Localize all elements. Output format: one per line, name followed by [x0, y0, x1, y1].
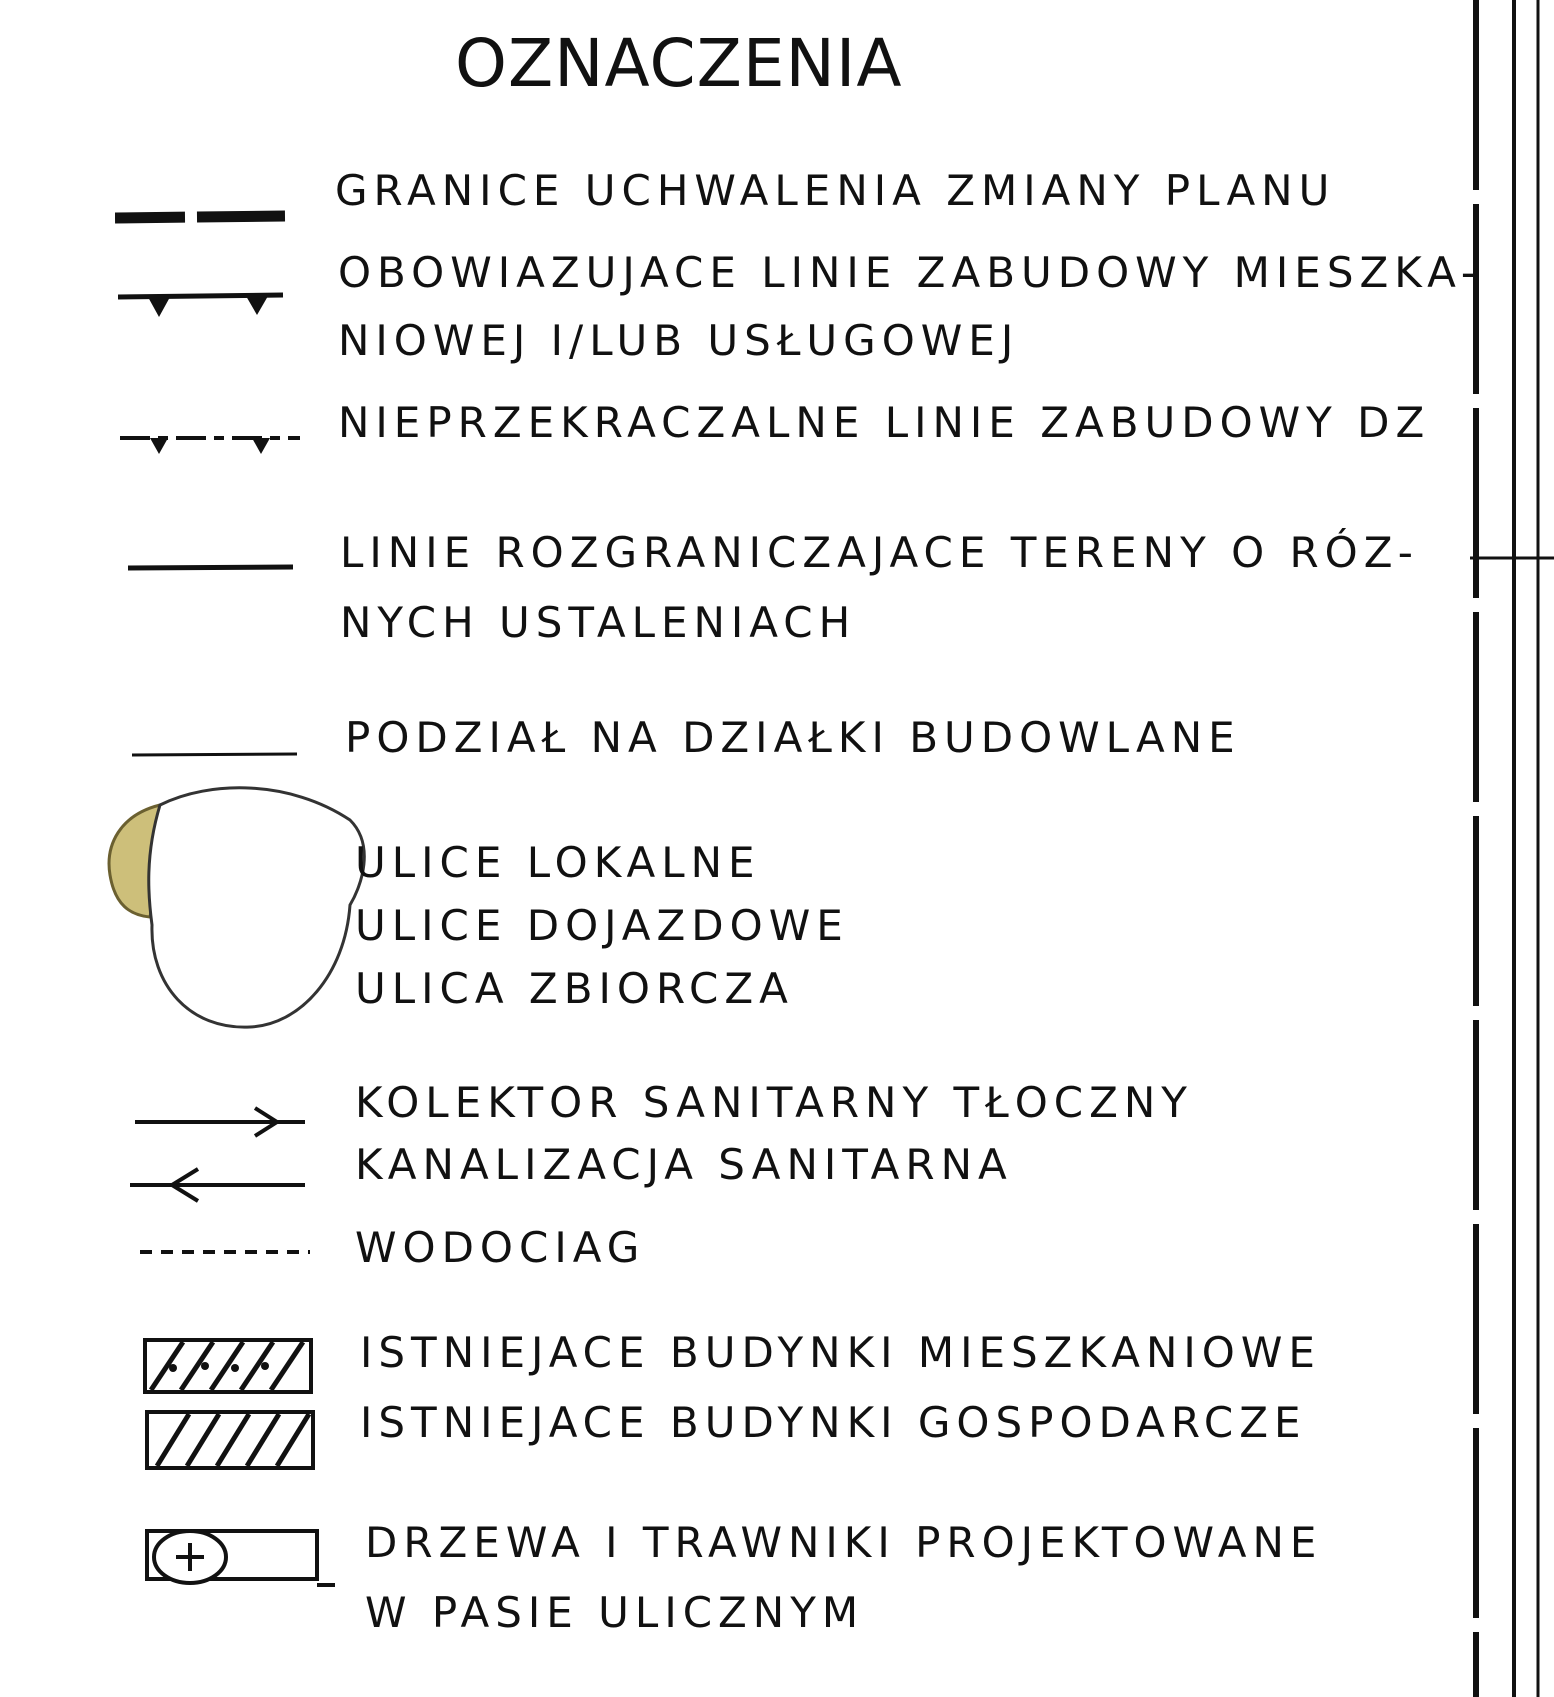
- mieszkaniowe-symbol: [143, 1338, 318, 1398]
- nieprzekraczalne-label: NIEPRZEKRACZALNE LINIE ZABUDOWY DZ: [338, 398, 1431, 447]
- mieszkaniowe-label: ISTNIEJACE BUDYNKI MIESZKANIOWE: [360, 1328, 1321, 1377]
- wodociag-symbol: [140, 1245, 315, 1259]
- ulice-dojazdowe-label: ULICE DOJAZDOWE: [355, 901, 849, 950]
- kanalizacja-symbol: [130, 1165, 310, 1205]
- rozgraniczajace-label-line1: LINIE ROZGRANICZAJACE TERENY O RÓZ-: [340, 528, 1419, 577]
- drzewa-label-line1: DRZEWA I TRAWNIKI PROJEKTOWANE: [365, 1518, 1323, 1567]
- gospodarcze-symbol: [145, 1410, 320, 1474]
- ulice-lokalne-label: ULICE LOKALNE: [355, 838, 761, 887]
- obowiazujace-label-line2: NIOWEJ I/LUB USŁUGOWEJ: [338, 316, 1020, 365]
- kanalizacja-label: KANALIZACJA SANITARNA: [355, 1140, 1013, 1189]
- granice-symbol: [115, 200, 290, 230]
- obowiazujace-label-line1: OBOWIAZUJACE LINIE ZABUDOWY MIESZKA-: [338, 248, 1483, 297]
- rozgraniczajace-label-line2: NYCH USTALENIACH: [340, 598, 857, 647]
- map-frame-lines: [1470, 0, 1554, 1697]
- drzewa-label-line2: W PASIE ULICZNYM: [365, 1588, 865, 1637]
- ulice-symbol: [100, 775, 380, 1035]
- gospodarcze-label: ISTNIEJACE BUDYNKI GOSPODARCZE: [360, 1398, 1307, 1447]
- kolektor-symbol: [135, 1100, 310, 1140]
- podzial-symbol: [132, 748, 302, 762]
- obowiazujace-symbol: [118, 285, 293, 325]
- rozgraniczajace-symbol: [128, 560, 298, 576]
- kolektor-label: KOLEKTOR SANITARNY TŁOCZNY: [355, 1078, 1193, 1127]
- legend-title: OZNACZENIA: [455, 25, 903, 102]
- podzial-label: PODZIAŁ NA DZIAŁKI BUDOWLANE: [345, 713, 1241, 762]
- granice-label: GRANICE UCHWALENIA ZMIANY PLANU: [335, 166, 1336, 215]
- drzewa-symbol: [145, 1525, 335, 1595]
- wodociag-label: WODOCIAG: [355, 1223, 646, 1272]
- nieprzekraczalne-symbol: [120, 428, 310, 468]
- ulica-zbiorcza-label: ULICA ZBIORCZA: [355, 964, 794, 1013]
